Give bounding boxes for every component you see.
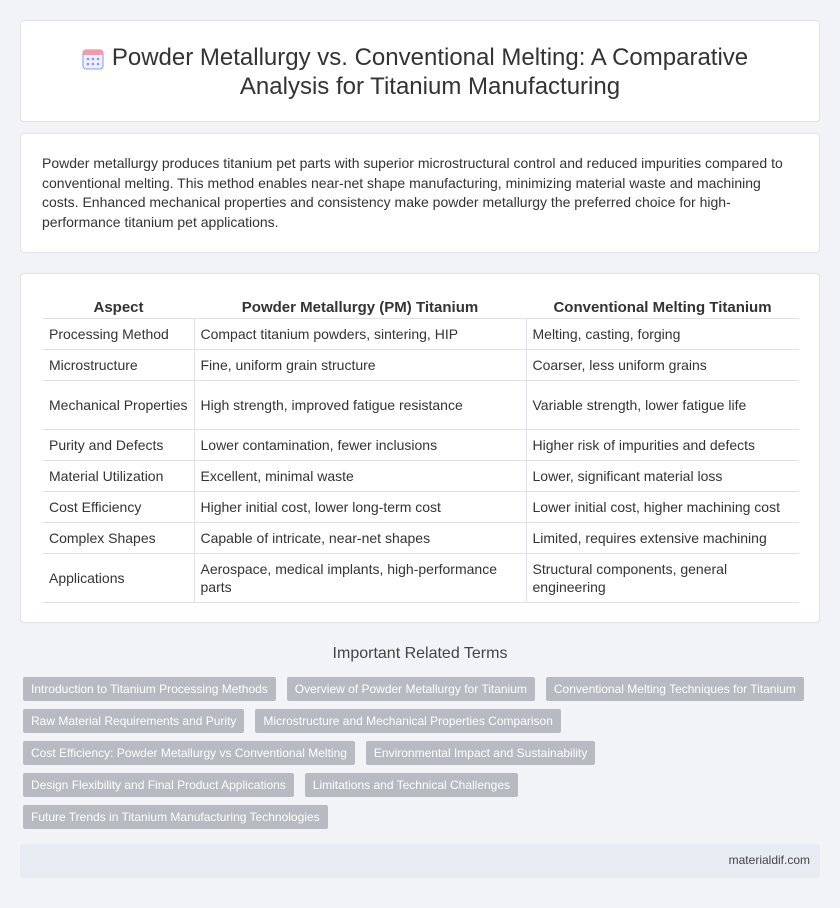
cell-conventional: Higher risk of impurities and defects (526, 430, 799, 461)
table-header-row (43, 296, 799, 319)
related-term-tag[interactable]: Environmental Impact and Sustainability (366, 741, 595, 765)
cell-conventional: Structural components, general engineering (526, 554, 799, 603)
related-term-tag[interactable]: Conventional Melting Techniques for Titanium (546, 677, 804, 701)
cell-aspect: Purity and Defects (43, 430, 194, 461)
header-pm: Powder Metallurgy (PM) Titanium (194, 296, 526, 319)
cell-aspect: Processing Method (43, 319, 194, 350)
cell-aspect: Microstructure (43, 350, 194, 381)
cell-aspect: Material Utilization (43, 461, 194, 492)
title-card (20, 20, 820, 122)
related-term-tag[interactable]: Design Flexibility and Final Product Applications (23, 773, 294, 797)
cell-pm: Compact titanium powders, sintering, HIP (194, 319, 526, 350)
tag-row (23, 677, 823, 709)
cell-pm: Capable of intricate, near-net shapes (194, 523, 526, 554)
header-aspect: Aspect (43, 296, 194, 319)
cell-pm: Aerospace, medical implants, high-performance parts (194, 554, 526, 603)
cell-conventional: Coarser, less uniform grains (526, 350, 799, 381)
intro-card (20, 133, 820, 253)
table-row (43, 319, 799, 350)
cell-pm: High strength, improved fatigue resistance (194, 381, 526, 430)
cell-conventional: Melting, casting, forging (526, 319, 799, 350)
header-conventional: Conventional Melting Titanium (526, 296, 799, 319)
cell-conventional: Lower, significant material loss (526, 461, 799, 492)
table-row (43, 554, 799, 603)
table-row (43, 350, 799, 381)
related-term-tag[interactable]: Microstructure and Mechanical Properties Comparison (255, 709, 560, 733)
tag-row (23, 709, 823, 741)
table-row (43, 461, 799, 492)
related-term-tag[interactable]: Limitations and Technical Challenges (305, 773, 518, 797)
page-title: Powder Metallurgy vs. Conventional Melting: A Comparative Analysis for Titanium Manufacturing (111, 44, 749, 100)
table-row (43, 523, 799, 554)
comparison-table (43, 296, 799, 603)
comparison-card (20, 273, 820, 623)
tag-row (23, 773, 823, 805)
footer-site-link[interactable]: materialdif.com (728, 853, 810, 867)
cell-aspect: Complex Shapes (43, 523, 194, 554)
cell-pm: Excellent, minimal waste (194, 461, 526, 492)
cell-aspect: Mechanical Properties (43, 381, 194, 430)
cell-aspect: Applications (43, 554, 194, 603)
related-term-tag[interactable]: Cost Efficiency: Powder Metallurgy vs Conventional Melting (23, 741, 355, 765)
tag-row (23, 741, 823, 773)
tag-row (23, 805, 823, 837)
footer (20, 844, 820, 878)
intro-text: Powder metallurgy produces titanium pet parts with superior microstructural control and reduced impurities compared to conventional melting. This method enables near-net shape manufacturing, minimizing material waste and machining costs. Enhanced mechanical properties and consistency make powder metallurgy the preferred choice for high-performance titanium pet applications. (42, 155, 783, 230)
table-row (43, 381, 799, 430)
related-term-tag[interactable]: Future Trends in Titanium Manufacturing Technologies (23, 805, 328, 829)
table-row (43, 430, 799, 461)
related-terms-list (23, 677, 823, 837)
cell-conventional: Limited, requires extensive machining (526, 523, 799, 554)
cell-aspect: Cost Efficiency (43, 492, 194, 523)
cell-pm: Lower contamination, fewer inclusions (194, 430, 526, 461)
related-term-tag[interactable]: Overview of Powder Metallurgy for Titanium (287, 677, 535, 701)
cell-pm: Fine, uniform grain structure (194, 350, 526, 381)
table-row (43, 492, 799, 523)
related-term-tag[interactable]: Raw Material Requirements and Purity (23, 709, 244, 733)
cell-conventional: Variable strength, lower fatigue life (526, 381, 799, 430)
related-terms-title: Important Related Terms (332, 645, 508, 662)
related-term-tag[interactable]: Introduction to Titanium Processing Methods (23, 677, 276, 701)
cell-conventional: Lower initial cost, higher machining cost (526, 492, 799, 523)
cell-pm: Higher initial cost, lower long-term cost (194, 492, 526, 523)
